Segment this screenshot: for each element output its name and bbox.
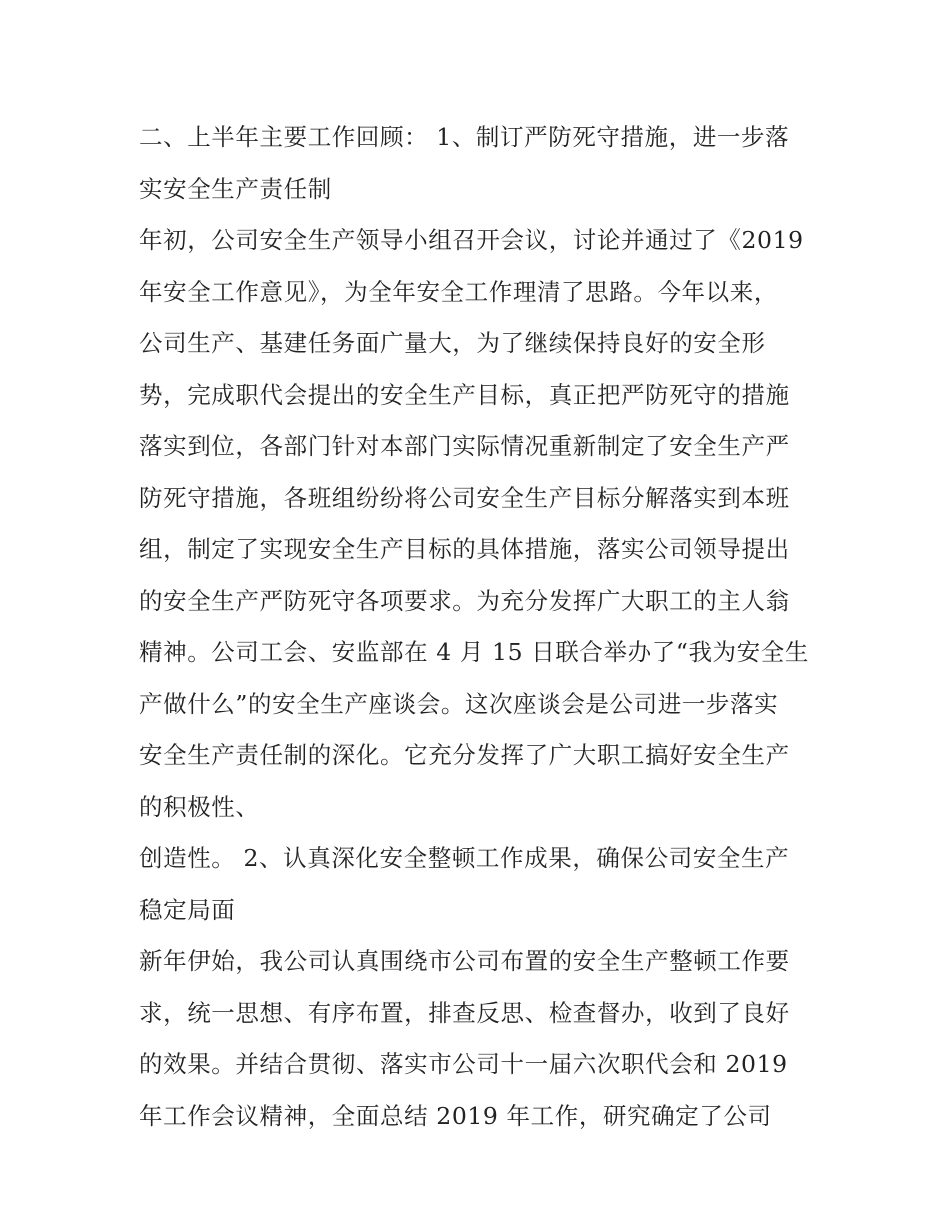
text-line: 公司生产、基建任务面广量大，为了继续保持良好的安全形 (139, 329, 766, 357)
text-line: 实安全生产责任制 (139, 174, 332, 203)
text-line: 的安全生产严防死守各项要求。为充分发挥广大职工的主人翁 (139, 586, 790, 615)
text-line: 落实到位，各部门针对本部门实际情况重新制定了安全生产严 (139, 432, 790, 460)
text-line: 组，制定了实现安全生产目标的具体措施，落实公司领导提出 (139, 535, 790, 563)
text-line: 年安全工作意见》，为全年安全工作理清了思路。今年以来， (139, 277, 778, 306)
text-line: 稳定局面 (139, 895, 236, 924)
text-line: 精神。公司工会、安监部在 4 月 15 日联合举办了“我为安全生 (139, 638, 809, 666)
text-line: 年初，公司安全生产领导小组召开会议，讨论并通过了《2019 (139, 226, 804, 254)
document-body (139, 112, 819, 1142)
text-line: 新年伊始，我公司认真围绕市公司布置的安全生产整顿工作要 (139, 947, 790, 975)
text-line: 创造性。 2、认真深化安全整顿工作成果，确保公司安全生产 (139, 844, 790, 872)
text-line: 安全生产责任制的深化。它充分发挥了广大职工搞好安全生产 (139, 741, 790, 769)
text-line: 的积极性、 (139, 792, 260, 821)
text-line: 防死守措施，各班组纷纷将公司安全生产目标分解落实到本班 (139, 483, 790, 512)
text-line: 的效果。并结合贯彻、落实市公司十一届六次职代会和 2019 (139, 1050, 788, 1078)
text-line: 年工作会议精神，全面总结 2019 年工作，研究确定了公司 (139, 1101, 772, 1130)
text-line: 产做什么”的安全生产座谈会。这次座谈会是公司进一步落实 (139, 689, 779, 718)
text-line: 势，完成职代会提出的安全生产目标，真正把严防死守的措施 (139, 380, 790, 409)
text-line: 求，统一思想、有序布置，排查反思、检查督办，收到了良好 (139, 998, 790, 1027)
text-line: 二、上半年主要工作回顾： 1、制订严防死守措施，进一步落 (139, 123, 790, 151)
